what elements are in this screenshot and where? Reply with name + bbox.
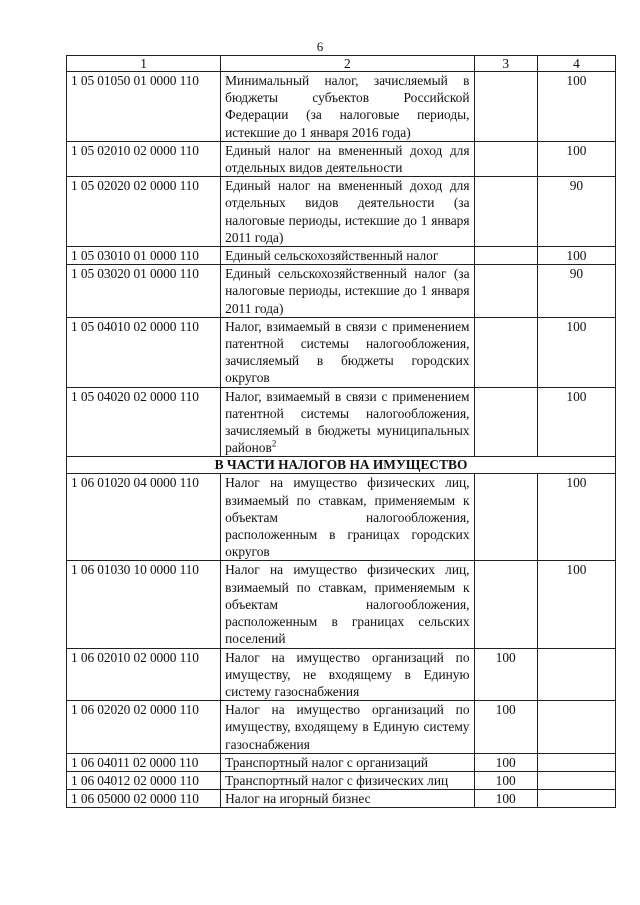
table-row	[67, 790, 616, 808]
table-row	[67, 247, 616, 265]
revenue-name-cell	[221, 648, 474, 701]
budget-code-cell: 1 05 02010 02 0000 110	[67, 141, 221, 176]
header-cell-3: 3	[474, 56, 537, 72]
revenue-name-cell	[221, 177, 474, 247]
table-row	[67, 72, 616, 142]
budget-code-cell: 1 05 04010 02 0000 110	[67, 317, 221, 387]
header-cell-4: 4	[537, 56, 615, 72]
percent-col-4-cell	[537, 790, 615, 808]
budget-code-cell: 1 06 02020 02 0000 110	[67, 701, 221, 754]
revenue-name-cell	[221, 771, 474, 789]
percent-col-3-cell	[474, 474, 537, 561]
revenue-name-text: Единый налог на вмененный доход для отдельных видов деятельности	[225, 142, 470, 176]
percent-col-4-cell: 100	[537, 317, 615, 387]
percent-col-3-cell	[474, 141, 537, 176]
revenue-name-text: Налог, взимаемый в связи с применением патентной системы налогообложения, зачисляемый в бюджеты муниципальных районов	[225, 388, 470, 456]
budget-code-cell: 1 06 05000 02 0000 110	[67, 790, 221, 808]
header-row	[67, 56, 616, 72]
table-row	[67, 265, 616, 318]
table-row	[67, 648, 616, 701]
revenue-name-cell	[221, 753, 474, 771]
revenue-name-cell	[221, 247, 474, 265]
revenue-name-text: Налог на имущество организаций по имуществу, входящему в Единую систему газоснабжения	[225, 702, 470, 752]
table-row	[67, 177, 616, 247]
table-row	[67, 387, 616, 457]
revenue-distribution-table	[66, 55, 616, 808]
budget-code-cell: 1 05 01050 01 0000 110	[67, 72, 221, 142]
revenue-name-cell	[221, 474, 474, 561]
budget-code-cell: 1 06 02010 02 0000 110	[67, 648, 221, 701]
percent-col-3-cell	[474, 177, 537, 247]
revenue-name-cell	[221, 72, 474, 142]
revenue-name-text: Налог на имущество организаций по имуществу, не входящему в Единую систему газоснабжения	[225, 649, 470, 699]
footnote-marker: 2	[271, 438, 277, 449]
percent-col-4-cell: 90	[537, 265, 615, 318]
budget-code-cell: 1 05 03010 01 0000 110	[67, 247, 221, 265]
revenue-name-cell	[221, 317, 474, 387]
budget-code-cell: 1 05 04020 02 0000 110	[67, 387, 221, 457]
percent-col-3-cell	[474, 561, 537, 648]
revenue-name-cell	[221, 265, 474, 318]
table-row	[67, 701, 616, 754]
page-number: 6	[316, 39, 324, 54]
budget-code-cell: 1 05 02020 02 0000 110	[67, 177, 221, 247]
table-row	[67, 753, 616, 771]
percent-col-3-cell	[474, 317, 537, 387]
revenue-name-text: Транспортный налог с физических лиц	[225, 772, 449, 788]
revenue-name-text: Транспортный налог с организаций	[225, 754, 429, 770]
budget-code-cell: 1 06 04011 02 0000 110	[67, 753, 221, 771]
percent-col-4-cell: 100	[537, 561, 615, 648]
percent-col-4-cell	[537, 648, 615, 701]
percent-col-3-cell	[474, 265, 537, 318]
table-row	[67, 771, 616, 789]
section-title: В ЧАСТИ НАЛОГОВ НА ИМУЩЕСТВО	[67, 457, 616, 474]
percent-col-3-cell: 100	[474, 771, 537, 789]
percent-col-4-cell: 90	[537, 177, 615, 247]
header-cell-1: 1	[67, 56, 221, 72]
percent-col-3-cell: 100	[474, 648, 537, 701]
revenue-name-text: Единый сельскохозяйственный налог	[225, 248, 439, 264]
budget-code-cell: 1 05 03020 01 0000 110	[67, 265, 221, 318]
percent-col-4-cell: 100	[537, 141, 615, 176]
revenue-name-cell	[221, 701, 474, 754]
table-row	[67, 317, 616, 387]
percent-col-3-cell	[474, 247, 537, 265]
budget-code-cell: 1 06 04012 02 0000 110	[67, 771, 221, 789]
percent-col-3-cell: 100	[474, 753, 537, 771]
revenue-name-cell	[221, 141, 474, 176]
table-row	[67, 561, 616, 648]
section-header-row	[67, 457, 616, 474]
percent-col-4-cell: 100	[537, 387, 615, 457]
percent-col-4-cell	[537, 771, 615, 789]
revenue-name-text: Минимальный налог, зачисляемый в бюджеты субъектов Российской Федерации (за налоговые периоды, истекшие до 1 января 2016 года)	[225, 73, 470, 140]
revenue-name-text: Налог на имущество физических лиц, взимаемый по ставкам, применяемым к объектам налогообложения, расположенным в границах городских округов	[225, 475, 470, 560]
percent-col-3-cell: 100	[474, 790, 537, 808]
revenue-name-cell	[221, 387, 474, 457]
table-row	[67, 141, 616, 176]
percent-col-3-cell	[474, 387, 537, 457]
percent-col-4-cell: 100	[537, 474, 615, 561]
revenue-name-cell	[221, 561, 474, 648]
revenue-name-cell	[221, 790, 474, 808]
revenue-name-text: Налог, взимаемый в связи с применением патентной системы налогообложения, зачисляемый в бюджеты городских округов	[225, 318, 470, 386]
revenue-name-text: Налог на игорный бизнес	[225, 791, 371, 807]
percent-col-3-cell	[474, 72, 537, 142]
percent-col-4-cell: 100	[537, 247, 615, 265]
percent-col-4-cell	[537, 701, 615, 754]
budget-code-cell: 1 06 01020 04 0000 110	[67, 474, 221, 561]
revenue-name-text: Единый сельскохозяйственный налог (за налоговые периоды, истекшие до 1 января 2011 года)	[225, 266, 470, 316]
percent-col-4-cell: 100	[537, 72, 615, 142]
percent-col-4-cell	[537, 753, 615, 771]
header-cell-2: 2	[221, 56, 474, 72]
revenue-name-text: Единый налог на вмененный доход для отдельных видов деятельности (за налоговые периоды, истекшие до 1 января 2011 года)	[225, 178, 470, 245]
revenue-name-text: Налог на имущество физических лиц, взимаемый по ставкам, применяемым к объектам налогообложения, расположенным в границах сельских поселений	[225, 562, 470, 647]
percent-col-3-cell: 100	[474, 701, 537, 754]
table-row	[67, 474, 616, 561]
budget-code-cell: 1 06 01030 10 0000 110	[67, 561, 221, 648]
